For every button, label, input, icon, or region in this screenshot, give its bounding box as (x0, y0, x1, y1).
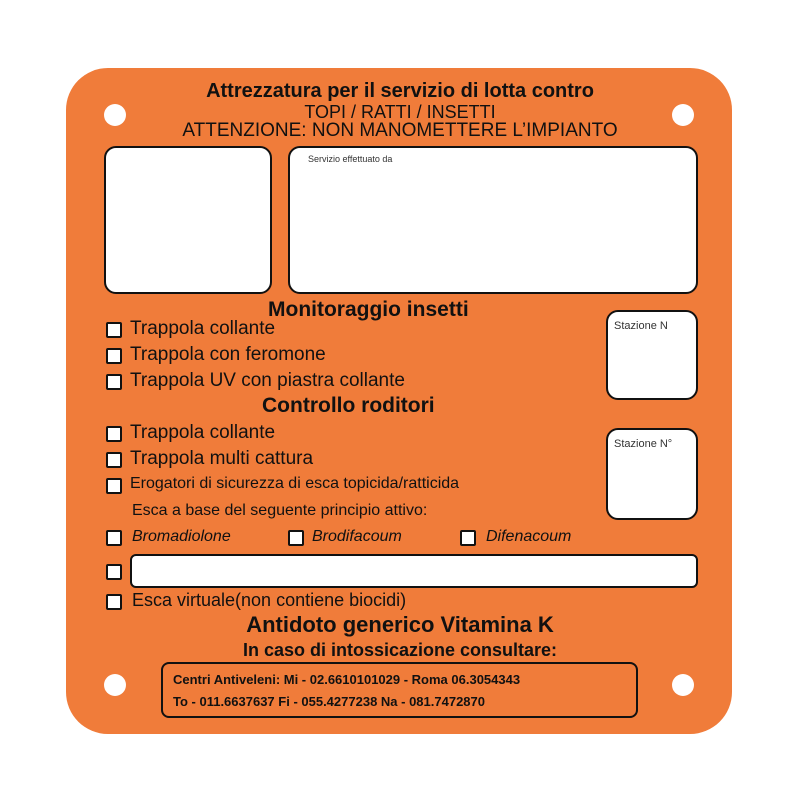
checkbox-rodent-multi-trap[interactable] (106, 452, 122, 468)
rodent-station-box[interactable] (606, 428, 698, 520)
checkbox-brodifacoum[interactable] (288, 530, 304, 546)
rodent-station-label: Stazione N° (614, 438, 673, 450)
antidote-title: Antidoto generico Vitamina K (246, 612, 554, 637)
checkbox-insect-pheromone-trap[interactable] (106, 348, 122, 364)
checkbox-rodent-bait-station[interactable] (106, 478, 122, 494)
checkbox-insect-uv-trap[interactable] (106, 374, 122, 390)
virtual-bait-label: Esca virtuale(non contiene biocidi) (132, 590, 407, 610)
rodent-glue-trap-label: Trappola collante (130, 422, 276, 443)
checkbox-insect-glue-trap[interactable] (106, 322, 122, 338)
checkbox-other-principle[interactable] (106, 564, 122, 580)
insect-pheromone-trap-label: Trappola con feromone (130, 344, 326, 365)
rodent-bait-station-label: Erogatori di sicurezza di esca topicida/ratticida (130, 475, 460, 492)
insect-glue-trap-label: Trappola collante (130, 318, 276, 339)
insect-station-label: Stazione N (614, 320, 668, 332)
difenacoum-label: Difenacoum (486, 528, 572, 545)
insect-uv-trap-label: Trappola UV con piastra collante (130, 370, 405, 391)
header-line-2: TOPI / RATTI / INSETTI (304, 102, 496, 122)
checkbox-bromadiolone[interactable] (106, 530, 122, 546)
logo-box (104, 146, 272, 294)
contacts-line-2: To - 011.6637637 Fi - 055.4277238 Na - 081.7472870 (173, 694, 485, 709)
active-principle-label: Esca a base del seguente principio attivo: (132, 502, 428, 519)
header-line-3: ATTENZIONE: NON MANOMETTERE L’IMPIANTO (182, 120, 618, 141)
checkbox-virtual-bait[interactable] (106, 594, 122, 610)
other-principle-field[interactable] (130, 554, 698, 588)
rodent-multi-trap-label: Trappola multi cattura (130, 448, 314, 469)
mounting-hole-bottom-right (672, 674, 694, 696)
header-line-1: Attrezzatura per il servizio di lotta contro (206, 80, 594, 102)
brodifacoum-label: Brodifacoum (312, 528, 402, 545)
rodent-section-title: Controllo roditori (262, 394, 435, 417)
insect-section-title: Monitoraggio insetti (268, 298, 469, 321)
insect-station-box[interactable] (606, 310, 698, 400)
checkbox-difenacoum[interactable] (460, 530, 476, 546)
contacts-line-1: Centri Antiveleni: Mi - 02.6610101029 - Roma 06.3054343 (173, 672, 521, 687)
poison-center-contacts (161, 662, 638, 718)
mounting-hole-bottom-left (104, 674, 126, 696)
bromadiolone-label: Bromadiolone (132, 528, 231, 545)
antidote-subtitle: In caso di intossicazione consultare: (242, 640, 558, 660)
service-box-label: Servizio effettuato da (308, 154, 393, 164)
checkbox-rodent-glue-trap[interactable] (106, 426, 122, 442)
service-box[interactable] (288, 146, 698, 294)
